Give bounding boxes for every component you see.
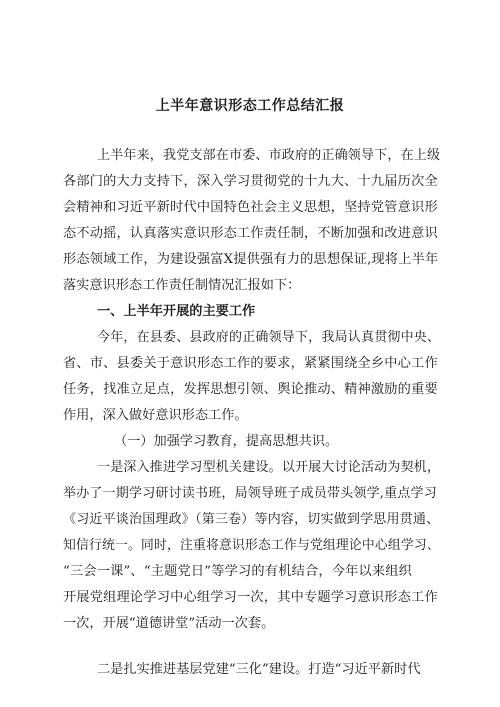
paragraph-line: 上半年来，我党支部在市委、市政府的正确领导下，在上级 <box>97 148 441 163</box>
paragraph-line: 二是扎实推进基层党建“三化”建设。打造“习近平新时代 <box>97 662 421 677</box>
paragraph-line: 举办了一期学习研讨读书班，局领导班子成员带头领学,重点学习 <box>63 486 437 501</box>
paragraph-line: 一是深入推进学习型机关建设。以开展大讨论活动为契机， <box>97 460 441 475</box>
paragraph-line: 会精神和习近平新时代中国特色社会主义思想，坚持党管意识形 <box>63 200 438 215</box>
document-title: 上半年意识形态工作总结汇报 <box>155 98 345 114</box>
paragraph-line: “三会一课”、“主题党日”等学习的有机结合，今年以来组织 <box>63 564 413 579</box>
paragraph-line: 态不动摇，认真落实意识形态工作责任制，不断加强和改进意识 <box>63 226 438 241</box>
subsection-heading: （一）加强学习教育，提高思想共识。 <box>114 434 339 449</box>
paragraph-line: 各部门的大力支持下，深入学习贯彻党的十九大、十九届历次全 <box>63 174 438 189</box>
paragraph-line: 任务，找准立足点，发挥思想引领、舆论推动、精神激励的重要 <box>63 382 438 397</box>
section-heading: 一、上半年开展的主要工作 <box>97 304 256 319</box>
paragraph-line: 开展党组理论学习中心组学习一次，其中专题学习意识形态工作 <box>63 590 438 605</box>
paragraph-line: 落实意识形态工作责任制情况汇报如下： <box>63 278 301 293</box>
paragraph-line: 今年，在县委、县政府的正确领导下，我局认真贯彻中央、 <box>97 330 441 345</box>
paragraph-line: 形态领域工作，为建设强富X提供强有力的思想保证,现将上半年 <box>63 252 439 267</box>
paragraph-line: 《习近平谈治国理政》（第三卷）等内容，切实做到学思用贯通、 <box>63 512 440 527</box>
paragraph-line: 作用，深入做好意识形态工作。 <box>63 408 248 423</box>
paragraph-line: 省、市、县委关于意识形态工作的要求，紧紧围绕全乡中心工作 <box>63 356 438 371</box>
paragraph-line: 知信行统一。同时，注重将意识形态工作与党组理论中心组学习、 <box>63 538 440 553</box>
paragraph-line: 一次，开展“道德讲堂”活动一次套。 <box>63 616 275 631</box>
